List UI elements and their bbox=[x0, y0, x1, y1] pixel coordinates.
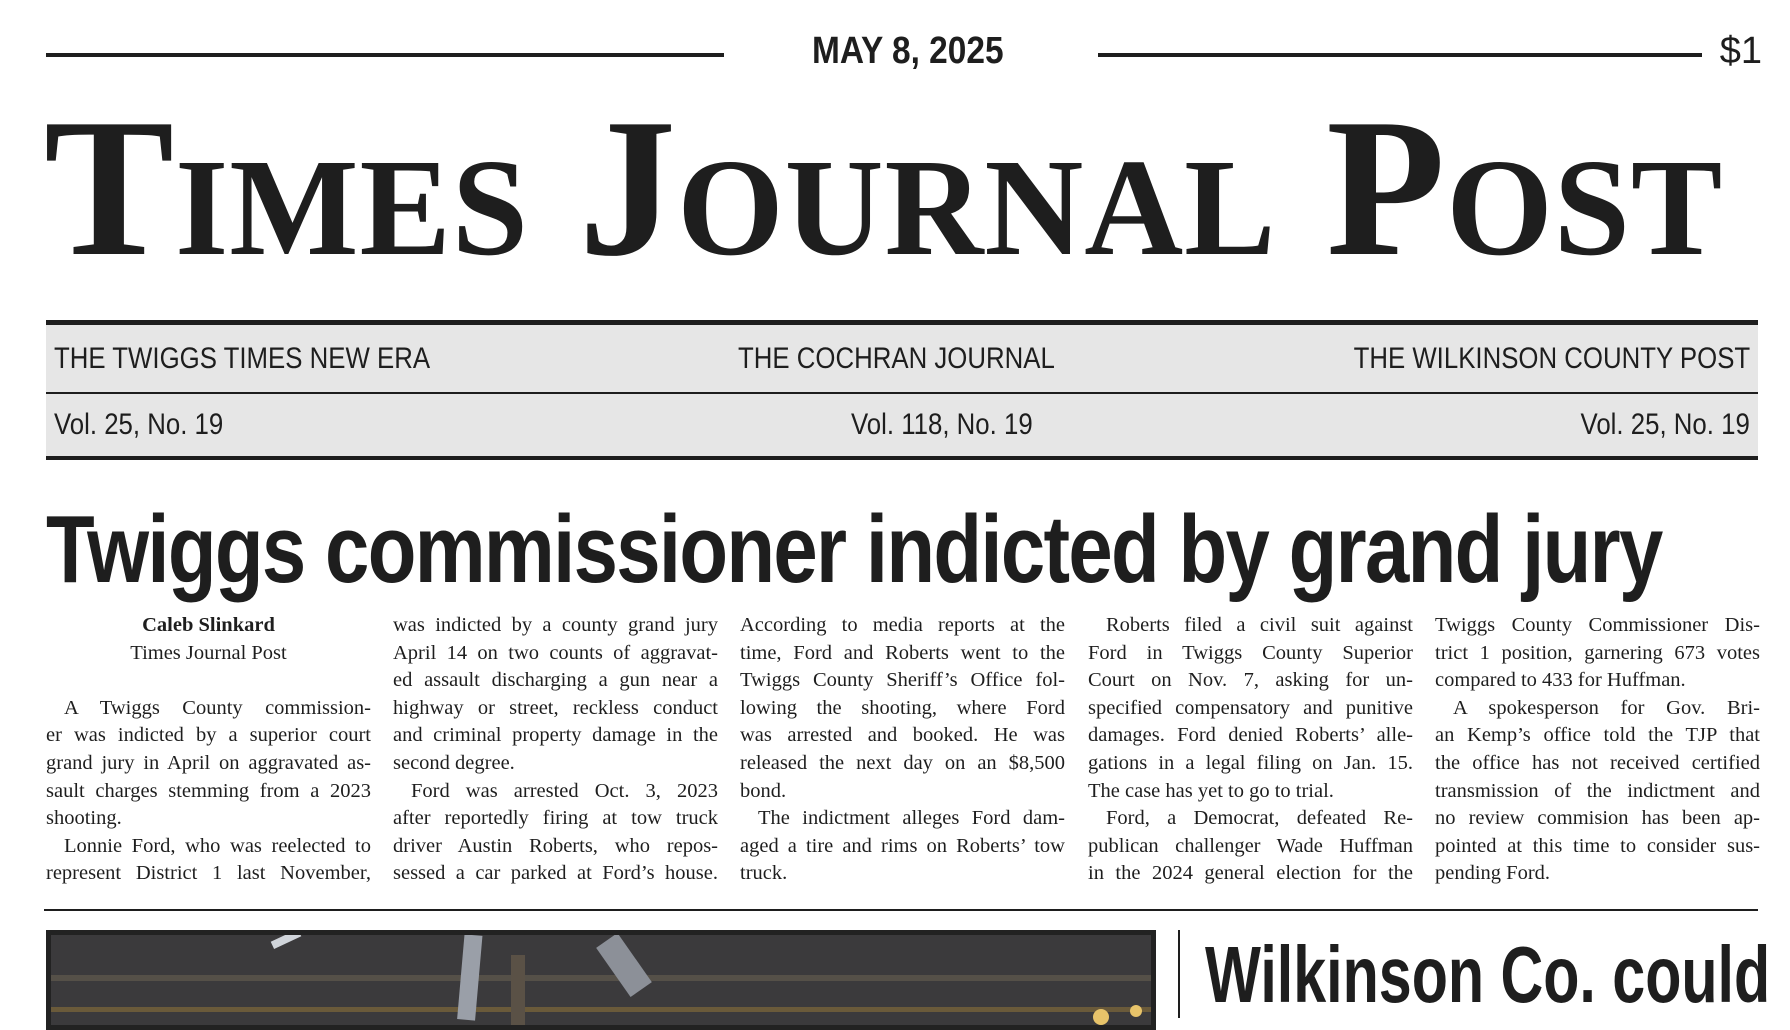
article-column-3 bbox=[740, 612, 1065, 888]
issue-date-text: MAY 8, 2025 bbox=[812, 30, 1004, 72]
article-text-line: According to media reports at the bbox=[740, 614, 1065, 636]
article-text-line: Court on Nov. 7, asking for un- bbox=[1088, 669, 1413, 692]
article-text-line: transmission of the indictment and bbox=[1435, 779, 1760, 802]
article-text-line: trict 1 position, garnering 673 votes bbox=[1435, 641, 1760, 664]
article-text-line: publican challenger Wade Huffman bbox=[1088, 834, 1413, 857]
article-text-line: shooting. bbox=[46, 807, 122, 830]
article-text-line: Roberts filed a civil suit against bbox=[1106, 614, 1413, 636]
article-text-line: and criminal property damage in the bbox=[393, 724, 718, 747]
article-text-line: aged a tire and rims on Roberts’ tow bbox=[740, 834, 1065, 857]
edition-volume-cochran bbox=[851, 394, 1062, 456]
article-text-line: after reportedly firing at tow truck bbox=[393, 807, 718, 830]
article-text-line: The case has yet to go to trial. bbox=[1088, 779, 1334, 802]
second-story-headline-text: Wilkinson Co. could bbox=[1205, 930, 1771, 1019]
article-text-line: no review commision has been ap- bbox=[1435, 807, 1760, 830]
article-column-1 bbox=[46, 612, 371, 888]
article-text-line: Ford was arrested Oct. 3, 2023 bbox=[411, 779, 718, 802]
article-text-line: sault charges stemming from a 2023 bbox=[46, 779, 371, 802]
article-text-line: an Kemp’s office told the TJP that bbox=[1435, 724, 1760, 747]
edition-volume: Vol. 25, No. 19 bbox=[1580, 408, 1750, 441]
edition-volumes-band bbox=[46, 394, 1758, 456]
column-lines bbox=[1435, 612, 1760, 888]
article-text-line: pointed at this time to consider sus- bbox=[1435, 834, 1760, 857]
second-story-headline[interactable] bbox=[1205, 930, 1790, 1020]
byline-outlet: Times Journal Post bbox=[130, 641, 287, 664]
article-text-line: represent District 1 last November, bbox=[46, 862, 371, 885]
edition-volume: Vol. 118, No. 19 bbox=[851, 408, 1033, 441]
column-divider-vertical bbox=[1178, 930, 1180, 1018]
edition-volume-wilkinson bbox=[1553, 394, 1750, 456]
article-text-line: highway or street, reckless conduct bbox=[393, 696, 718, 719]
edition-name: THE COCHRAN JOURNAL bbox=[738, 341, 1055, 375]
article-text-line: the office has not received certified bbox=[1435, 751, 1760, 774]
article-column-2 bbox=[393, 612, 718, 888]
article-column-5 bbox=[1435, 612, 1760, 888]
section-divider bbox=[44, 909, 1758, 911]
article-text-line: damages. Ford denied Roberts’ alle- bbox=[1088, 724, 1413, 747]
article-text-line: specified compensatory and punitive bbox=[1088, 696, 1413, 719]
edition-volume-twiggs bbox=[54, 394, 251, 456]
article-text-line: Lonnie Ford, who was reelected to bbox=[64, 834, 371, 857]
article-text-line: Twiggs County Commissioner Dis- bbox=[1435, 614, 1760, 636]
edition-name: THE TWIGGS TIMES NEW ERA bbox=[54, 341, 431, 375]
article-text-line: sessed a car parked at Ford’s house. bbox=[393, 862, 718, 885]
column-lines bbox=[1088, 612, 1413, 888]
article-column-4 bbox=[1088, 612, 1413, 888]
article-text-line: er was indicted by a superior court bbox=[46, 724, 371, 747]
issue-date bbox=[0, 30, 1790, 73]
edition-name-wilkinson bbox=[1289, 325, 1750, 392]
spacer bbox=[46, 667, 371, 695]
story-photo[interactable] bbox=[46, 930, 1156, 1030]
article-text-line: in the 2024 general election for the bbox=[1088, 862, 1413, 885]
edition-name-twiggs bbox=[54, 325, 491, 392]
article-text-line: A Twiggs County commission- bbox=[64, 696, 371, 719]
column-lines bbox=[740, 612, 1065, 888]
issue-price: $1 bbox=[1719, 30, 1762, 72]
article-text-line: Ford in Twiggs County Superior bbox=[1088, 641, 1413, 664]
column-lines bbox=[393, 612, 718, 888]
article-text-line: bond. bbox=[740, 779, 787, 802]
article-text-line: was arrested and booked. He was bbox=[740, 724, 1065, 747]
byline-author: Caleb Slinkard bbox=[142, 614, 275, 636]
article-text-line: lowing the shooting, where Ford bbox=[740, 696, 1065, 719]
edition-name-cochran bbox=[738, 325, 1106, 392]
article-text-line: time, Ford and Roberts went to the bbox=[740, 641, 1065, 664]
article-headline-text: Twiggs commissioner indicted by grand jury bbox=[46, 496, 1662, 603]
band-bottom-rule bbox=[46, 456, 1758, 460]
article-text-line: truck. bbox=[740, 862, 788, 885]
masthead-text: Times Journal Post bbox=[44, 78, 1724, 297]
column-lines bbox=[46, 695, 371, 888]
article-text-line: Ford, a Democrat, defeated Re- bbox=[1106, 807, 1413, 830]
photo-image bbox=[51, 935, 1151, 1025]
edition-names-band bbox=[46, 325, 1758, 392]
article-text-line: compared to 433 for Huffman. bbox=[1435, 669, 1686, 692]
article-text-line: gations in a legal filing on Jan. 15. bbox=[1088, 751, 1413, 774]
article-text-line: second degree. bbox=[393, 751, 515, 774]
article-text-line: released the next day on an $8,500 bbox=[740, 751, 1065, 774]
article-headline[interactable] bbox=[46, 496, 1790, 603]
article-text-line: grand jury in April on aggravated as- bbox=[46, 751, 371, 774]
article-text-line: The indictment alleges Ford dam- bbox=[758, 807, 1065, 830]
article-text-line: ed assault discharging a gun near a bbox=[393, 669, 718, 692]
edition-name: THE WILKINSON COUNTY POST bbox=[1353, 341, 1750, 375]
article-text-line: was indicted by a county grand jury bbox=[393, 614, 718, 636]
article-text-line: driver Austin Roberts, who repos- bbox=[393, 834, 718, 857]
article-text-line: A spokesperson for Gov. Bri- bbox=[1453, 696, 1760, 719]
edition-volume: Vol. 25, No. 19 bbox=[54, 408, 224, 441]
article-text-line: Twiggs County Sheriff’s Office fol- bbox=[740, 669, 1065, 692]
masthead-title bbox=[44, 78, 1749, 297]
article-text-line: April 14 on two counts of aggravat- bbox=[393, 641, 718, 664]
article-text-line: pending Ford. bbox=[1435, 862, 1551, 885]
